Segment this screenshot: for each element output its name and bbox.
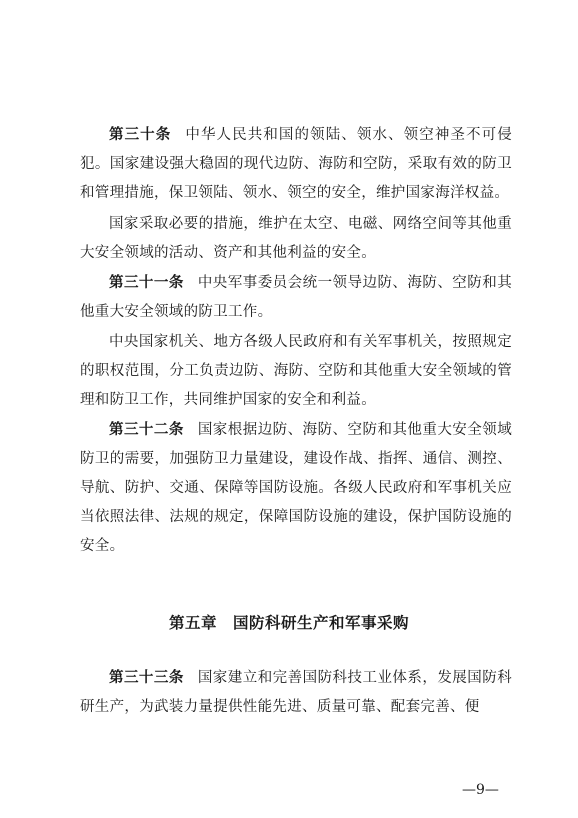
article30-text-2: 国家采取必要的措施，维护在太空、电磁、网络空间等其他重大安全领域的活动、资产和其他利益的安全。 (80, 216, 512, 261)
chapter4-text-section (80, 121, 512, 561)
article32-number: 第三十二条 (109, 422, 184, 438)
article30-number: 第三十条 (109, 127, 172, 143)
article31-text-1: 中央军事委员会统一领导边防、海防、空防和其他重大安全领域的防卫工作。 (80, 275, 512, 320)
article30-paragraph-1 (80, 121, 512, 208)
article30-paragraph-2 (80, 210, 512, 268)
page-number: —9— (462, 782, 499, 798)
article31-paragraph-1 (80, 269, 512, 327)
chapter-title: 国防科研生产和军事采购 (233, 614, 410, 632)
article33-paragraph-1 (80, 664, 512, 722)
article31-paragraph-2 (80, 328, 512, 415)
article32-text-1: 国家根据边防、海防、空防和其他重大安全领域防卫的需要，加强防卫力量建设，建设作战、指挥、通信、测控、导航、防护、交通、保障等国防设施。各级人民政府和军事机关应当依照法律、法规的规定，保障国防设施的建设，保护国防设施的安全。 (80, 422, 512, 554)
chapter5-text-section (80, 664, 512, 722)
article31-text-2: 中央国家机关、地方各级人民政府和有关军事机关，按照规定的职权范围，分工负责边防、海防、空防和其他重大安全领域的管理和防卫工作，共同维护国家的安全和利益。 (80, 334, 512, 408)
article30-text-1: 中华人民共和国的领陆、领水、领空神圣不可侵犯。国家建设强大稳固的现代边防、海防和空防，采取有效的防卫和管理措施，保卫领陆、领水、领空的安全，维护国家海洋权益。 (80, 127, 512, 201)
article33-number: 第三十三条 (109, 670, 184, 686)
article33-text-1: 国家建立和完善国防科技工业体系，发展国防科研生产，为武装力量提供性能先进、质量可靠、配套完善、便 (80, 670, 512, 715)
article31-number: 第三十一条 (109, 275, 184, 291)
article32-paragraph-1 (80, 416, 512, 561)
chapter-number: 第五章 (168, 614, 217, 632)
chapter-heading (0, 611, 578, 633)
